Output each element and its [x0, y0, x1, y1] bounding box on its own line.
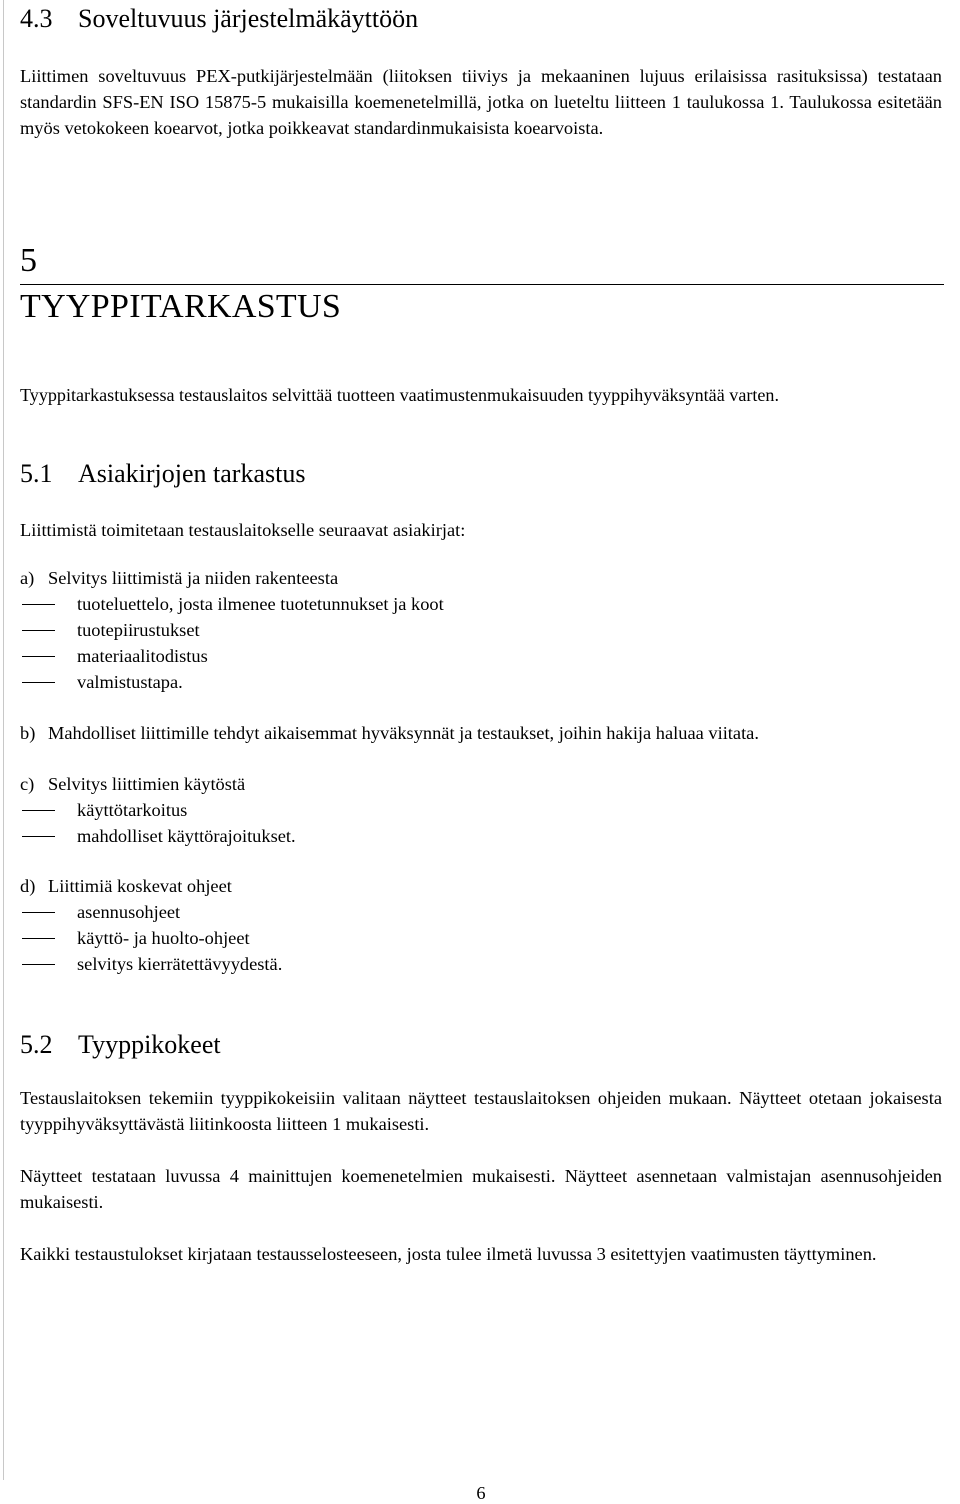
sub-item: käyttötarkoitus	[77, 800, 188, 820]
sub-item: tuotepiirustukset	[77, 620, 200, 640]
section-5-2-heading	[20, 1030, 221, 1060]
dash-bullet	[20, 669, 58, 695]
dash-bullet	[20, 797, 58, 823]
section-5-1-intro: Liittimistä toimitetaan testauslaitokselle seuraavat asiakirjat:	[20, 520, 466, 540]
section-title: Tyyppikokeet	[78, 1030, 221, 1059]
section-5-2-paragraph-3: Kaikki testaustulokset kirjataan testausselosteeseen, josta tulee ilmetä luvussa 3 esitettyjen vaatimusten täyttyminen.	[20, 1244, 877, 1264]
section-number: 5.2	[20, 1030, 53, 1059]
chapter-rule	[20, 284, 944, 285]
sub-item: materiaalitodistus	[77, 646, 208, 666]
dash-bullet	[20, 925, 58, 951]
left-margin-rule	[3, 0, 4, 1480]
section-number: 5.1	[20, 459, 53, 488]
sub-item: asennusohjeet	[77, 902, 181, 922]
sub-item: mahdolliset käyttörajoitukset.	[77, 826, 296, 846]
list-text: Liittimiä koskevat ohjeet	[48, 876, 232, 896]
dash-bullet	[20, 617, 58, 643]
list-text: Selvitys liittimien käytöstä	[48, 774, 246, 794]
section-number: 4.3	[20, 4, 53, 33]
sub-item: tuoteluettelo, josta ilmenee tuotetunnukset ja koot	[77, 594, 444, 614]
list-item-d	[20, 873, 232, 899]
list-label: c)	[20, 774, 35, 794]
dash-bullet	[20, 643, 58, 669]
section-title: Asiakirjojen tarkastus	[78, 459, 306, 488]
sub-item: käyttö- ja huolto-ohjeet	[77, 928, 250, 948]
list-item-a	[20, 565, 338, 591]
chapter-title: TYYPPITARKASTUS	[20, 288, 342, 325]
list-label: a)	[20, 568, 35, 588]
page-number: 6	[476, 1483, 486, 1503]
section-5-2-paragraph-1: Testauslaitoksen tekemiin tyyppikokeisiin valitaan näytteet testauslaitoksen ohjeiden mukaan. Näytteet otetaan jokaisesta tyyppihyväksyttävästä liitinkoosta liitteen 1 mukaisesti.	[20, 1088, 942, 1134]
section-5-1-heading	[20, 459, 305, 489]
list-text: Selvitys liittimistä ja niiden rakenteesta	[48, 568, 339, 588]
dash-bullet	[20, 951, 58, 977]
section-title: Soveltuvuus järjestelmäkäyttöön	[78, 4, 419, 33]
sub-item: valmistustapa.	[77, 672, 183, 692]
dash-bullet	[20, 591, 58, 617]
dash-bullet	[20, 899, 58, 925]
chapter-intro: Tyyppitarkastuksessa testauslaitos selvittää tuotteen vaatimustenmukaisuuden tyyppihyväksyntää varten.	[20, 385, 780, 405]
list-item-c	[20, 771, 245, 797]
list-label: b)	[20, 723, 36, 743]
section-4-3-heading	[20, 4, 418, 34]
sub-item: selvitys kierrätettävyydestä.	[77, 954, 283, 974]
list-text: Mahdolliset liittimille tehdyt aikaisemmat hyväksynnät ja testaukset, joihin hakija haluaa viitata.	[48, 723, 759, 743]
dash-bullet	[20, 823, 58, 849]
section-5-2-paragraph-2: Näytteet testataan luvussa 4 mainittujen koemenetelmien mukaisesti. Näytteet asennetaan valmistajan asennusohjeiden mukaisesti.	[20, 1166, 942, 1212]
list-item-b	[20, 720, 759, 746]
list-label: d)	[20, 876, 36, 896]
section-4-3-paragraph: Liittimen soveltuvuus PEX-putkijärjestelmään (liitoksen tiiviys ja mekaaninen lujuus erilaisissa rasituksissa) testataan standardin SFS-EN ISO 15875-5 mukaisilla koemenetelmillä, jotka on lueteltu liitteen 1 taulukossa 1. Taulukossa esitetään myös vetokokeen koearvot, jotka poikkeavat standardinmukaisista koearvoista.	[20, 66, 942, 138]
chapter-number: 5	[20, 242, 37, 279]
